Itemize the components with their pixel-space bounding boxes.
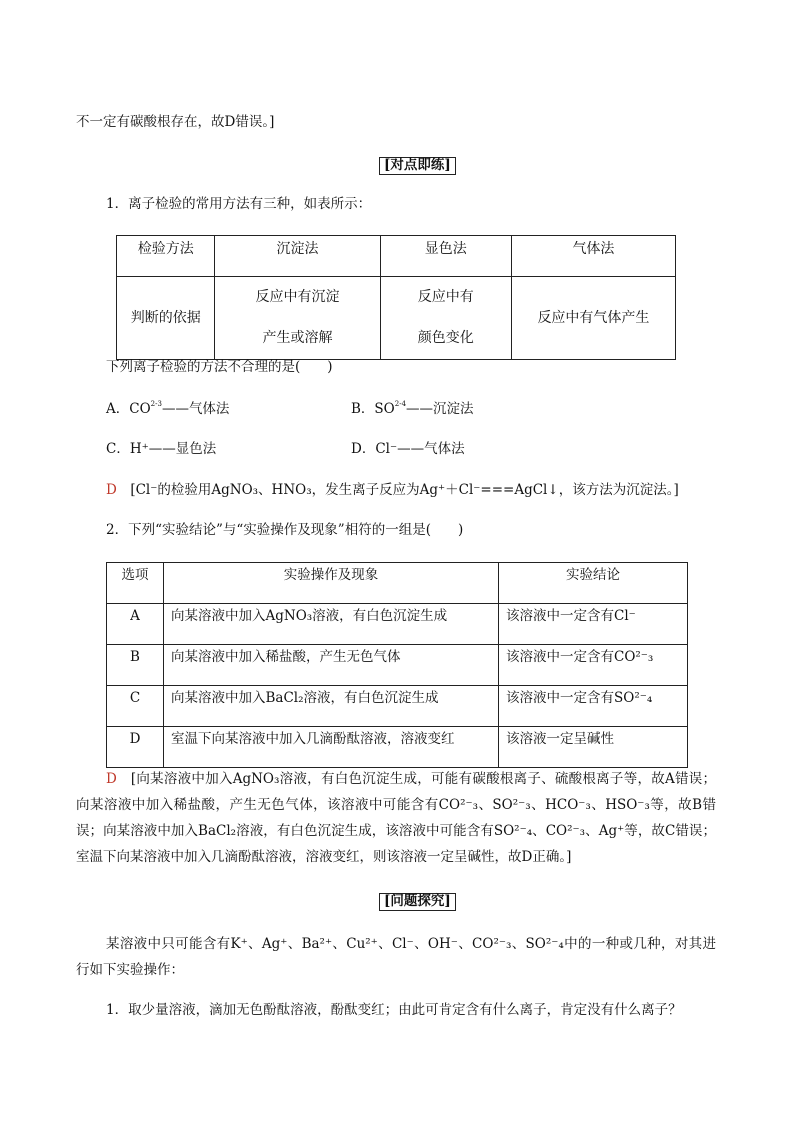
table-header: 气体法 [511, 236, 675, 277]
option-a: A．CO$^{2-3}$——气体法 [106, 400, 230, 417]
q1-stem: 1．离子检验的常用方法有三种，如表所示： [106, 196, 372, 212]
table-header: 沉淀法 [215, 236, 380, 277]
top-line: 不一定有碳酸根存在，故D错误。] [76, 114, 275, 130]
precipitation-criterion [215, 277, 380, 360]
section-header-practice: [对点即练] [379, 157, 456, 175]
operation-cell: 向某溶液中加入稀盐酸，产生无色气体 [164, 645, 499, 686]
operation-cell: 向某溶液中加入AgNO₃溶液，有白色沉淀生成 [164, 604, 499, 645]
option-cell: D [107, 727, 164, 768]
table-header: 实验结论 [499, 563, 688, 604]
method-table [116, 235, 676, 360]
q2-answer [76, 766, 716, 870]
precip-line1: 反应中有沉淀 [255, 289, 340, 305]
gas-criterion: 反应中有气体产生 [511, 277, 675, 360]
inquiry-intro: 某溶液中只可能含有K⁺、Ag⁺、Ba²⁺、Cu²⁺、Cl⁻、OH⁻、CO²⁻₃、SO²⁻₄中的一种或几种，对其进行如下实验操作： [76, 936, 716, 978]
table-row [107, 645, 688, 686]
option-c: C．H⁺——显色法 [106, 441, 217, 457]
conclusion-cell: 该溶液中一定含有SO²⁻₄ [499, 686, 688, 727]
option-cell: A [107, 604, 164, 645]
answer-explanation: [Cl⁻的检验用AgNO₃、HNO₃，发生离子反应为Ag⁺＋Cl⁻===AgCl↓，该方法为沉淀法。] [130, 482, 679, 498]
color-line2: 颜色变化 [417, 330, 474, 346]
table-row [107, 727, 688, 768]
color-criterion [380, 277, 511, 360]
answer-letter: D [106, 482, 117, 498]
operation-cell: 室温下向某溶液中加入几滴酚酞溶液，溶液变红 [164, 727, 499, 768]
conclusion-cell: 该溶液中一定含有CO²⁻₃ [499, 645, 688, 686]
answer-letter: D [106, 771, 117, 787]
q1-question: 下列离子检验的方法不合理的是( ) [106, 359, 333, 375]
conclusion-cell: 该溶液中一定含有Cl⁻ [499, 604, 688, 645]
color-line1: 反应中有 [417, 289, 474, 305]
table-header: 显色法 [380, 236, 511, 277]
table-row [107, 604, 688, 645]
q1-answer [106, 484, 679, 498]
conclusion-cell: 该溶液一定呈碱性 [499, 727, 688, 768]
section-header-inquiry: [问题探究] [379, 893, 456, 911]
inquiry-question-1: 1．取少量溶液，滴加无色酚酞溶液，酚酞变红；由此可肯定含有什么离子，肯定没有什么离子？ [106, 1002, 682, 1018]
table-header: 检验方法 [117, 236, 215, 277]
option-d: D．Cl⁻——气体法 [351, 441, 465, 457]
option-cell: C [107, 686, 164, 727]
table-row [107, 686, 688, 727]
option-cell: B [107, 645, 164, 686]
q2-stem: 2．下列“实验结论”与“实验操作及现象”相符的一组是( ) [106, 522, 464, 538]
answer-explanation: [向某溶液中加入AgNO₃溶液，有白色沉淀生成，可能有碳酸根离子、硫酸根离子等，故A错误；向某溶液中加入稀盐酸，产生无色气体，该溶液中可能含有CO²⁻₃、SO²⁻₃、HCO⁻₃、HSO⁻₃等，故B错误；向某溶液中加入BaCl₂溶液，有白色沉淀生成，该溶液中可能含有SO²⁻₄、CO²⁻₃、Ag⁺等，故C错误；室温下向某溶液中加入几滴酚酞溶液，溶液变红，则该溶液一定呈碱性，故D正确。] [76, 771, 717, 865]
table-header: 实验操作及现象 [164, 563, 499, 604]
row-label: 判断的依据 [117, 277, 215, 360]
precip-line2: 产生或溶解 [262, 330, 333, 346]
experiment-table [106, 562, 688, 768]
table-header: 选项 [107, 563, 164, 604]
option-b: B．SO$^{2-4}$——沉淀法 [351, 400, 474, 417]
operation-cell: 向某溶液中加入BaCl₂溶液，有白色沉淀生成 [164, 686, 499, 727]
